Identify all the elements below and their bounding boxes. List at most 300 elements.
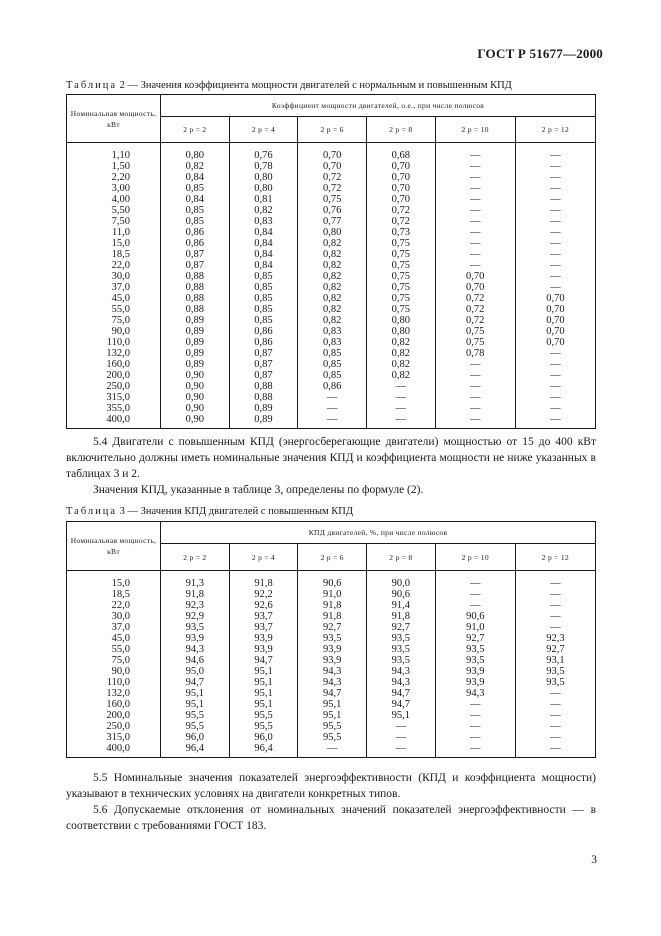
value-cell: 0,88 [161, 304, 230, 315]
value-cell: 0,75 [366, 293, 435, 304]
value-cell: — [435, 194, 515, 205]
power-rating-cell: 30,0 [67, 271, 161, 282]
value-cell: — [298, 414, 367, 429]
table-row [67, 143, 596, 162]
value-cell: — [435, 143, 515, 162]
value-cell: — [515, 359, 595, 370]
power-rating-cell: 355,0 [67, 403, 161, 414]
value-cell: 0,85 [161, 216, 230, 227]
value-cell: — [435, 205, 515, 216]
value-cell: — [435, 699, 515, 710]
table-row [67, 732, 596, 743]
value-cell: 94,3 [435, 688, 515, 699]
value-cell: — [515, 699, 595, 710]
table2-column-header: 2 р = 2 [161, 117, 230, 143]
value-cell: 0,78 [435, 348, 515, 359]
value-cell: — [435, 227, 515, 238]
table-row [67, 633, 596, 644]
value-cell: — [515, 571, 595, 590]
value-cell: 95,5 [229, 721, 298, 732]
value-cell: 0,84 [229, 249, 298, 260]
value-cell: — [515, 260, 595, 271]
table-row [67, 205, 596, 216]
value-cell: 0,82 [366, 337, 435, 348]
value-cell: 0,75 [435, 337, 515, 348]
power-rating-cell: 7,50 [67, 216, 161, 227]
power-rating-cell: 1,50 [67, 161, 161, 172]
value-cell: 0,70 [298, 161, 367, 172]
value-cell: 90,6 [435, 611, 515, 622]
value-cell: 0,89 [229, 403, 298, 414]
value-cell: 94,7 [161, 677, 230, 688]
table-row [67, 282, 596, 293]
value-cell: 0,80 [366, 315, 435, 326]
value-cell: 0,89 [161, 359, 230, 370]
value-cell: 0,86 [298, 381, 367, 392]
power-rating-cell: 1,10 [67, 143, 161, 162]
value-cell: 95,1 [161, 699, 230, 710]
value-cell: 92,3 [161, 600, 230, 611]
power-rating-cell: 22,0 [67, 260, 161, 271]
table-row [67, 644, 596, 655]
value-cell: 91,8 [298, 611, 367, 622]
value-cell: 0,89 [161, 326, 230, 337]
table-row [67, 571, 596, 590]
value-cell: 93,7 [229, 622, 298, 633]
value-cell: 91,8 [367, 611, 436, 622]
value-cell: 0,87 [229, 359, 298, 370]
value-cell: — [515, 381, 595, 392]
value-cell: 94,7 [367, 688, 436, 699]
value-cell: — [435, 172, 515, 183]
table-row [67, 238, 596, 249]
value-cell: — [366, 403, 435, 414]
table-row [67, 271, 596, 282]
table3-efficiency [66, 521, 596, 758]
value-cell: 0,80 [229, 183, 298, 194]
table-row [67, 743, 596, 758]
page-number: 3 [591, 854, 597, 866]
value-cell: 0,85 [229, 304, 298, 315]
value-cell: 92,7 [435, 633, 515, 644]
value-cell: 0,70 [515, 304, 595, 315]
power-rating-cell: 45,0 [67, 633, 161, 644]
value-cell: 95,1 [229, 666, 298, 677]
table-row [67, 183, 596, 194]
value-cell: 0,86 [229, 326, 298, 337]
value-cell: — [435, 370, 515, 381]
value-cell: — [515, 710, 595, 721]
value-cell: — [435, 260, 515, 271]
value-cell: 95,1 [229, 677, 298, 688]
value-cell: 0,70 [515, 326, 595, 337]
value-cell: 93,5 [515, 666, 595, 677]
value-cell: 95,1 [229, 699, 298, 710]
value-cell: 0,88 [161, 271, 230, 282]
value-cell: 92,9 [161, 611, 230, 622]
table-row [67, 216, 596, 227]
value-cell: 94,3 [298, 666, 367, 677]
table3-column-header: 2 р = 10 [435, 544, 515, 571]
table-row [67, 600, 596, 611]
value-cell: — [435, 249, 515, 260]
value-cell: 0,87 [161, 249, 230, 260]
value-cell: — [515, 282, 595, 293]
power-rating-cell: 5,50 [67, 205, 161, 216]
value-cell: — [435, 216, 515, 227]
value-cell: — [435, 743, 515, 758]
power-rating-cell: 75,0 [67, 315, 161, 326]
table-row [67, 172, 596, 183]
power-rating-cell: 15,0 [67, 238, 161, 249]
value-cell: 93,5 [161, 622, 230, 633]
value-cell: 91,4 [367, 600, 436, 611]
value-cell: 0,85 [229, 282, 298, 293]
value-cell: 0,82 [161, 161, 230, 172]
power-rating-cell: 132,0 [67, 688, 161, 699]
value-cell: — [515, 348, 595, 359]
table-row [67, 293, 596, 304]
value-cell: 96,4 [229, 743, 298, 758]
value-cell: 0,82 [366, 370, 435, 381]
value-cell: 0,86 [229, 337, 298, 348]
value-cell: 0,90 [161, 414, 230, 429]
value-cell: 0,80 [229, 172, 298, 183]
value-cell: 94,7 [229, 655, 298, 666]
table-row [67, 227, 596, 238]
table3-column-header: 2 р = 12 [515, 544, 595, 571]
table-row [67, 414, 596, 429]
value-cell: 0,85 [298, 359, 367, 370]
value-cell: — [515, 721, 595, 732]
value-cell: 93,5 [515, 677, 595, 688]
value-cell: 0,70 [515, 337, 595, 348]
value-cell: 0,82 [298, 249, 367, 260]
power-rating-cell: 110,0 [67, 337, 161, 348]
value-cell: 0,80 [366, 326, 435, 337]
table3-row-header: Номинальная мощность, кВт [67, 522, 161, 571]
value-cell: — [515, 172, 595, 183]
value-cell: 0,76 [229, 143, 298, 162]
power-rating-cell: 55,0 [67, 644, 161, 655]
value-cell: 95,5 [161, 721, 230, 732]
value-cell: — [435, 721, 515, 732]
value-cell: 95,1 [298, 710, 367, 721]
value-cell: 95,1 [229, 688, 298, 699]
value-cell: 0,87 [229, 370, 298, 381]
table2-column-header: 2 р = 4 [229, 117, 298, 143]
value-cell: 0,84 [229, 238, 298, 249]
value-cell: — [515, 589, 595, 600]
table2-row-header: Номинальная мощность, кВт [67, 95, 161, 143]
value-cell: — [515, 622, 595, 633]
value-cell: 93,9 [229, 644, 298, 655]
value-cell: 0,88 [161, 293, 230, 304]
value-cell: 96,0 [161, 732, 230, 743]
value-cell: 0,72 [298, 183, 367, 194]
value-cell: — [435, 732, 515, 743]
value-cell: — [435, 403, 515, 414]
value-cell: — [435, 589, 515, 600]
table3-column-header: 2 р = 4 [229, 544, 298, 571]
value-cell: 0,75 [366, 260, 435, 271]
value-cell: 95,5 [298, 732, 367, 743]
value-cell: 95,5 [161, 710, 230, 721]
value-cell: — [367, 743, 436, 758]
value-cell: 0,84 [229, 227, 298, 238]
value-cell: 91,0 [435, 622, 515, 633]
value-cell: 0,84 [161, 194, 230, 205]
power-rating-cell: 18,5 [67, 249, 161, 260]
value-cell: — [515, 600, 595, 611]
value-cell: 0,82 [298, 271, 367, 282]
value-cell: — [435, 571, 515, 590]
table2-column-header: 2 р = 10 [435, 117, 515, 143]
value-cell: — [515, 414, 595, 429]
value-cell: 0,73 [366, 227, 435, 238]
value-cell: 94,7 [298, 688, 367, 699]
power-rating-cell: 18,5 [67, 589, 161, 600]
value-cell: 0,82 [298, 238, 367, 249]
table-row [67, 370, 596, 381]
table-row [67, 326, 596, 337]
table-row [67, 348, 596, 359]
value-cell: 93,5 [367, 633, 436, 644]
power-rating-cell: 37,0 [67, 622, 161, 633]
value-cell: 93,5 [367, 655, 436, 666]
paragraph-kpd-formula: Значения КПД, указанные в таблице 3, определены по формуле (2). [93, 484, 424, 496]
table2-caption-text: 2 — Значения коэффициента мощности двигателей с нормальным и повышенным КПД [117, 80, 512, 91]
power-rating-cell: 250,0 [67, 721, 161, 732]
value-cell: — [435, 600, 515, 611]
value-cell: — [515, 743, 595, 758]
value-cell: 93,9 [298, 644, 367, 655]
power-rating-cell: 37,0 [67, 282, 161, 293]
value-cell: — [515, 688, 595, 699]
table-row [67, 710, 596, 721]
paragraph-5-5: 5.5 Номинальные значения показателей энергоэффективности (КПД и коэффициента мощности) указывают в технических условиях на двигатели конкретных типов. [66, 772, 596, 800]
power-rating-cell: 22,0 [67, 600, 161, 611]
table-row [67, 655, 596, 666]
value-cell: 0,82 [298, 260, 367, 271]
value-cell: 0,78 [229, 161, 298, 172]
table-row [67, 249, 596, 260]
power-rating-cell: 75,0 [67, 655, 161, 666]
value-cell: 0,72 [366, 216, 435, 227]
value-cell: — [366, 392, 435, 403]
value-cell: — [515, 370, 595, 381]
value-cell: 91,3 [161, 571, 230, 590]
value-cell: 0,70 [435, 282, 515, 293]
value-cell: 95,5 [229, 710, 298, 721]
value-cell: 0,82 [298, 293, 367, 304]
value-cell: — [515, 216, 595, 227]
value-cell: 0,90 [161, 392, 230, 403]
value-cell: 94,3 [161, 644, 230, 655]
value-cell: 90,6 [367, 589, 436, 600]
power-rating-cell: 132,0 [67, 348, 161, 359]
value-cell: 95,5 [298, 721, 367, 732]
value-cell: 0,80 [161, 143, 230, 162]
value-cell: 95,1 [161, 688, 230, 699]
value-cell: — [366, 414, 435, 429]
value-cell: — [435, 161, 515, 172]
value-cell: 91,8 [229, 571, 298, 590]
value-cell: 91,8 [161, 589, 230, 600]
value-cell: — [435, 414, 515, 429]
power-rating-cell: 4,00 [67, 194, 161, 205]
power-rating-cell: 400,0 [67, 743, 161, 758]
value-cell: 0,90 [161, 403, 230, 414]
value-cell: — [515, 403, 595, 414]
value-cell: 92,3 [515, 633, 595, 644]
value-cell: — [515, 227, 595, 238]
value-cell: 0,85 [298, 370, 367, 381]
power-rating-cell: 45,0 [67, 293, 161, 304]
value-cell: 0,85 [161, 205, 230, 216]
table-row [67, 589, 596, 600]
value-cell: — [435, 238, 515, 249]
table2-column-header: 2 р = 8 [366, 117, 435, 143]
value-cell: — [298, 743, 367, 758]
table3-caption-prefix: Таблица [66, 506, 118, 517]
table-row [67, 403, 596, 414]
value-cell: — [515, 611, 595, 622]
value-cell: — [515, 161, 595, 172]
value-cell: 0,70 [366, 172, 435, 183]
power-rating-cell: 3,00 [67, 183, 161, 194]
value-cell: 0,75 [366, 238, 435, 249]
power-rating-cell: 315,0 [67, 392, 161, 403]
table-row [67, 392, 596, 403]
table-row [67, 315, 596, 326]
value-cell: 0,72 [435, 293, 515, 304]
value-cell: 0,90 [161, 381, 230, 392]
value-cell: 0,86 [161, 227, 230, 238]
value-cell: 92,7 [367, 622, 436, 633]
value-cell: 0,85 [298, 348, 367, 359]
value-cell: — [515, 271, 595, 282]
document-code: ГОСТ Р 51677—2000 [477, 46, 603, 61]
table2-caption-prefix: Таблица [66, 80, 118, 91]
table-row [67, 622, 596, 633]
value-cell: — [515, 249, 595, 260]
value-cell: 94,3 [367, 677, 436, 688]
value-cell: 0,82 [298, 304, 367, 315]
power-rating-cell: 30,0 [67, 611, 161, 622]
value-cell: 0,75 [298, 194, 367, 205]
value-cell: 93,9 [298, 655, 367, 666]
value-cell: 90,6 [298, 571, 367, 590]
power-rating-cell: 160,0 [67, 359, 161, 370]
table2-column-header: 2 р = 12 [515, 117, 595, 143]
value-cell: — [515, 143, 595, 162]
value-cell: 0,90 [161, 370, 230, 381]
value-cell: 0,88 [161, 282, 230, 293]
value-cell: 93,5 [435, 644, 515, 655]
table-row [67, 260, 596, 271]
value-cell: 0,82 [229, 205, 298, 216]
table2-column-header: 2 р = 6 [298, 117, 367, 143]
value-cell: 0,82 [298, 315, 367, 326]
value-cell: 0,70 [515, 293, 595, 304]
value-cell: — [298, 392, 367, 403]
value-cell: 0,82 [298, 282, 367, 293]
value-cell: 92,2 [229, 589, 298, 600]
value-cell: 93,7 [229, 611, 298, 622]
value-cell: 0,89 [161, 315, 230, 326]
value-cell: 0,75 [366, 304, 435, 315]
power-rating-cell: 11,0 [67, 227, 161, 238]
table3-column-header: 2 р = 6 [298, 544, 367, 571]
value-cell: — [435, 381, 515, 392]
table3-caption-text: 3 — Значения КПД двигателей с повышенным КПД [117, 506, 354, 517]
value-cell: — [367, 721, 436, 732]
value-cell: 0,70 [366, 194, 435, 205]
value-cell: — [435, 183, 515, 194]
value-cell: 94,6 [161, 655, 230, 666]
table-row [67, 666, 596, 677]
value-cell: 0,80 [298, 227, 367, 238]
value-cell: — [435, 359, 515, 370]
value-cell: — [366, 381, 435, 392]
value-cell: 0,86 [161, 238, 230, 249]
value-cell: 0,75 [366, 271, 435, 282]
value-cell: 0,85 [161, 183, 230, 194]
value-cell: 94,7 [367, 699, 436, 710]
value-cell: 0,88 [229, 381, 298, 392]
value-cell: 0,72 [366, 205, 435, 216]
power-rating-cell: 15,0 [67, 571, 161, 590]
value-cell: 95,1 [367, 710, 436, 721]
value-cell: 91,8 [298, 600, 367, 611]
paragraph-5-6: 5.6 Допускаемые отклонения от номинальных значений показателей энергоэффективности — в соответствии с требованиями ГОСТ 183. [66, 804, 596, 832]
table3-column-header: 2 р = 8 [367, 544, 436, 571]
value-cell: — [435, 710, 515, 721]
value-cell: 93,9 [161, 633, 230, 644]
value-cell: 0,82 [366, 348, 435, 359]
value-cell: 96,0 [229, 732, 298, 743]
value-cell: — [435, 392, 515, 403]
value-cell: 95,0 [161, 666, 230, 677]
value-cell: 0,70 [366, 183, 435, 194]
table-row [67, 381, 596, 392]
power-rating-cell: 2,20 [67, 172, 161, 183]
value-cell: 0,70 [366, 161, 435, 172]
table-row [67, 304, 596, 315]
table-row [67, 337, 596, 348]
value-cell: — [515, 194, 595, 205]
value-cell: 92,7 [515, 644, 595, 655]
paragraph-5-4: 5.4 Двигатели с повышенным КПД (энергосберегающие двигатели) мощностью от 15 до 400 кВт включительно должны иметь номинальные значения КПД и коэффициента мощности не ниже указанных в таблицах 3 и 2. [66, 436, 596, 480]
power-rating-cell: 55,0 [67, 304, 161, 315]
power-rating-cell: 315,0 [67, 732, 161, 743]
power-rating-cell: 400,0 [67, 414, 161, 429]
power-rating-cell: 110,0 [67, 677, 161, 688]
value-cell: 0,87 [161, 260, 230, 271]
power-rating-cell: 200,0 [67, 710, 161, 721]
table-row [67, 699, 596, 710]
value-cell: 0,82 [366, 359, 435, 370]
value-cell: 0,72 [435, 304, 515, 315]
value-cell: 94,3 [298, 677, 367, 688]
table3-column-header: 2 р = 2 [161, 544, 230, 571]
value-cell: 0,72 [435, 315, 515, 326]
table-row [67, 359, 596, 370]
value-cell: 0,81 [229, 194, 298, 205]
value-cell: 0,85 [229, 293, 298, 304]
value-cell: 0,75 [366, 249, 435, 260]
